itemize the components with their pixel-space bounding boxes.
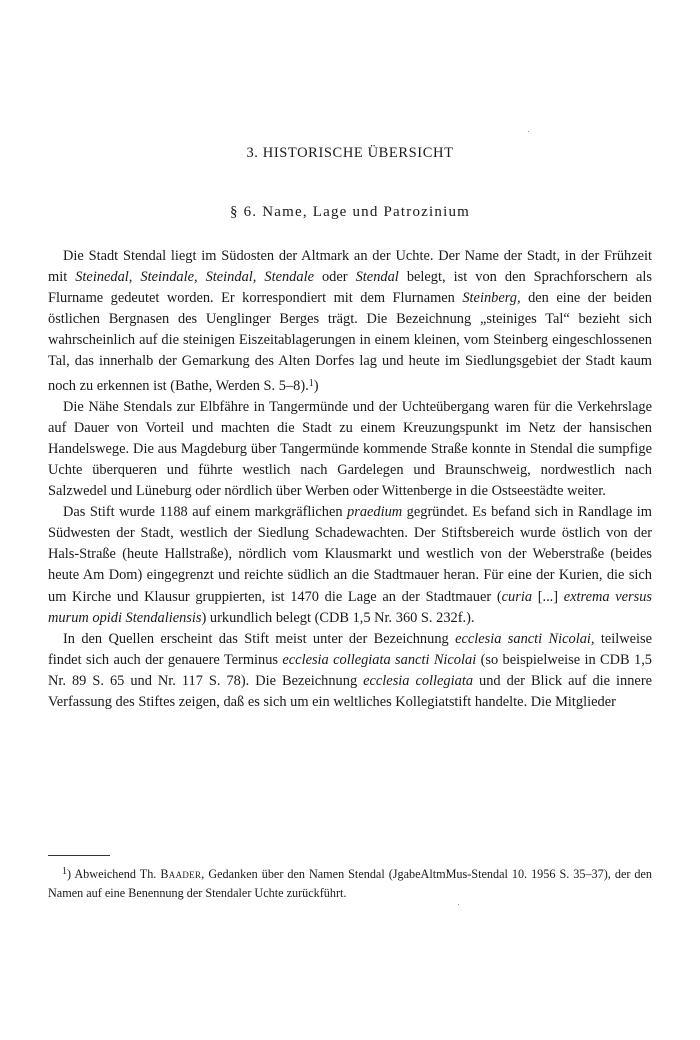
italic-term: Steinberg,: [462, 290, 521, 307]
paragraph: [48, 397, 652, 502]
text-run: und der Blick auf die innere Verfassung des Stiftes zeigen, daß es sich um ein weltliches Kollegiatstift handelte. Die Mitglieder: [48, 672, 652, 710]
footnote-reference: 1: [308, 377, 314, 389]
body-text: [48, 246, 652, 713]
footnote-text: [48, 862, 652, 903]
print-speck: [458, 904, 459, 905]
italic-term: ecclesia sancti Nicolai,: [455, 630, 595, 647]
text-run: ): [313, 377, 319, 394]
chapter-heading: 3. HISTORISCHE ÜBERSICHT: [246, 145, 454, 161]
text-run: den eine der beiden östlichen Bergnasen des Uenglinger Berges trägt. Die Bezeichnung „steiniges Tal“ bezieht sich wahrscheinlich auf die steinigen Eiszeitablagerungen in einem kleinen, vom Steinberg eingeschlossenen Tal, das innerhalb der Gemarkung des Alten Dorfes lag und heute im Siedlungsgebiet der Stadt kaum noch zu erkennen ist (Bathe, Werden S. 5–8).: [48, 290, 653, 394]
footnote: [48, 862, 652, 903]
italic-term: curia: [501, 588, 533, 605]
text-run: ) Abweichend Th.: [67, 867, 161, 881]
italic-term: ecclesia collegiata sancti Nicolai: [282, 651, 477, 668]
text-run: oder: [313, 269, 356, 286]
text-run: gegründet. Es befand sich in Randlage im Südwesten der Stadt, westlich der Siedlung Schadewachten. Der Stiftsbereich wurde östlich von der Hals-Straße (heute Hallstraße), nördlich vom Klausmarkt und westlich von der Weberstraße (beides heute Am Dom) eingegrenzt und reichte südlich an die Stadtmauer heran. Für eine der Kurien, die sich um Kirche und Klausur gruppierten, ist 1470 die Lage an der Stadtmauer (: [48, 504, 653, 605]
text-run: Das Stift wurde 1188 auf einem markgräflichen: [63, 504, 348, 521]
text-run: (so beispielweise in CDB 1,5 Nr. 89 S. 65 und Nr. 117 S. 78). Die Bezeichnung: [48, 651, 653, 689]
paragraph: [48, 629, 652, 713]
text-run: belegt, ist von den Sprachforschern als Flurname gedeutet worden. Er korrespondiert mit dem Flurnamen: [48, 269, 653, 307]
text-run: [...]: [532, 588, 564, 605]
italic-term: ecclesia collegiata: [363, 672, 474, 689]
text-run: teilweise findet sich auch der genauere Terminus: [48, 630, 652, 668]
footnote-reference: 1: [62, 866, 67, 877]
italic-term: praedium: [347, 504, 403, 521]
paragraph: [48, 246, 652, 397]
section-heading: § 6. Name, Lage und Patrozinium: [229, 204, 471, 220]
italic-term: Stendal: [355, 269, 399, 286]
text-run: , Gedanken über den Namen Stendal (JgabeAltmMus-Stendal 10. 1956 S. 35–37), der den Namen auf eine Benennung der Stendaler Uchte zurückführt.: [48, 867, 653, 900]
text-run: ) urkundlich belegt (CDB 1,5 Nr. 360 S. 232f.).: [201, 609, 475, 626]
author-name: Baader: [160, 867, 202, 881]
text-run: Die Stadt Stendal liegt im Südosten der Altmark an der Uchte. Der Name der Stadt, in der Frühzeit mit: [48, 248, 652, 286]
text-run: In den Quellen erscheint das Stift meist unter der Bezeichnung: [63, 630, 456, 647]
print-speck: [528, 131, 529, 132]
footnote-divider: [48, 855, 110, 856]
italic-term: extrema versus murum opidi Stendaliensis: [48, 588, 653, 626]
italic-term: Steinedal, Steindale, Steindal, Stendale: [75, 269, 314, 286]
text-run: Die Nähe Stendals zur Elbfähre in Tangermünde und der Uchteübergang waren für die Verkehrslage auf Dauer von Vorteil und machten die Stadt zu einem Kreuzungspunkt im Netz der hansischen Handelswege. Die aus Magdeburg über Tangermünde kommende Straße konnte in Stendal die sumpfige Uchte überqueren und führte westlich nach Gardelegen und Braunschweig, nordwestlich nach Salzwedel und Lüneburg oder nördlich über Werben oder Wittenberge in die Ostseestädte weiter.: [48, 398, 652, 500]
paragraph: [48, 502, 652, 629]
